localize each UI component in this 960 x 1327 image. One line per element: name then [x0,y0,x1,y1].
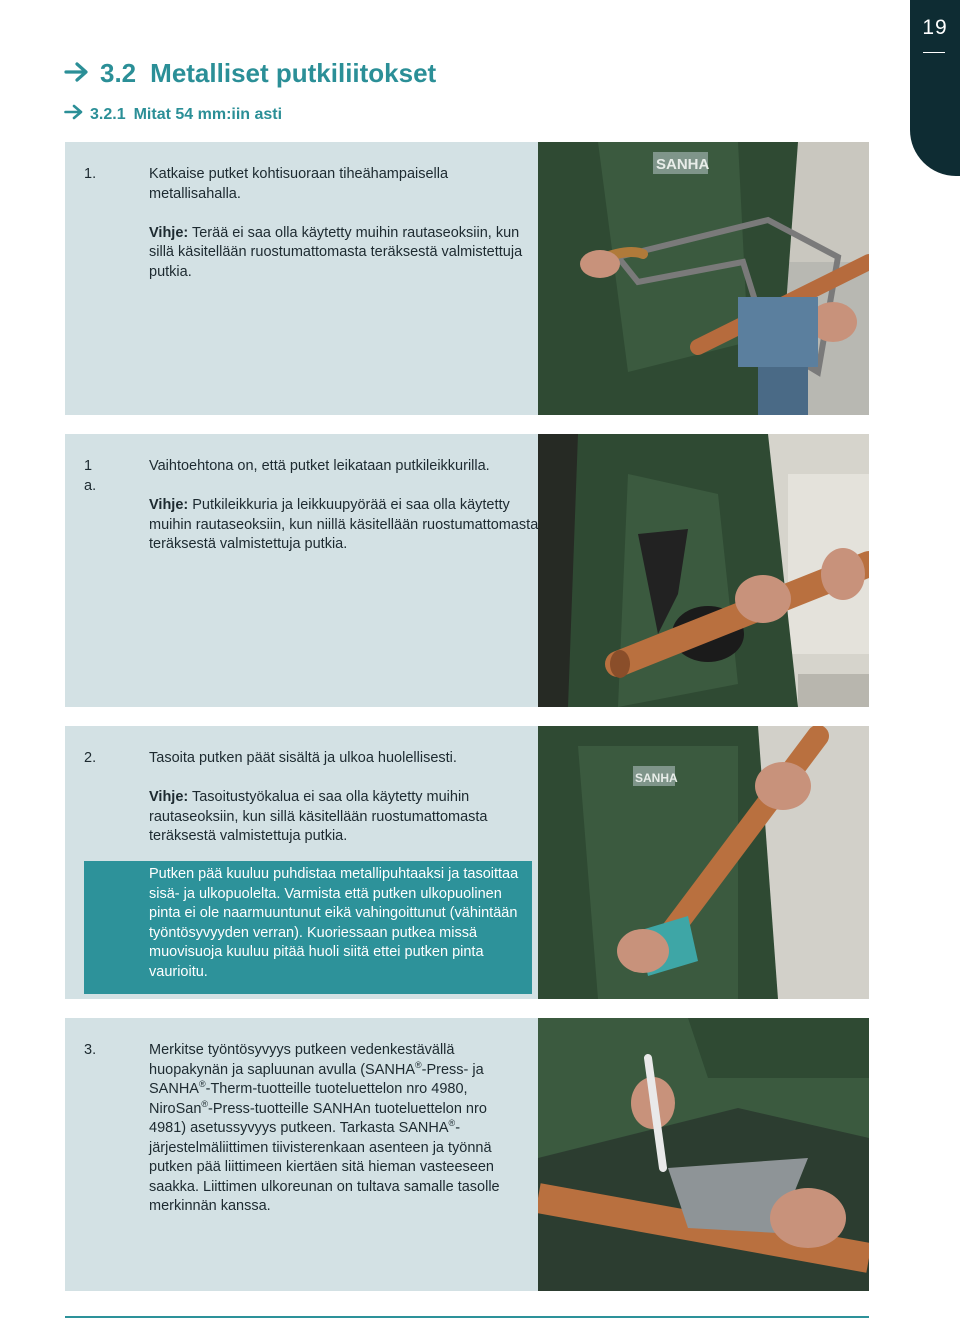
photo-marking-depth [538,1018,869,1291]
step-1-panel [65,142,869,415]
step-1a-panel [65,434,869,707]
tip-text: Terää ei saa olla käytetty muihin rautaseoksiin, kun sillä käsitellään ruostumattomasta teräksestä valmistettuja putkia. [149,224,523,280]
cleaning-note: Putken pää kuuluu puhdistaa metallipuhtaaksi ja tasoittaa sisä- ja ulkopuolelta. Varmista että putken ulkopuolinen pinta ei ole naarmuuntunut eikä vahingoittunut (vähintään työntösyvyyden verran). Kuoriessaan putkea missä muovisuoja kuuluu pitää huoli siitä ettei putken pinta vaurioitu. [84,861,532,994]
arrow-right-icon [64,104,84,125]
step-3-panel [65,1018,869,1291]
step-text: Tasoita putken päät sisältä ja ulkoa huolellisesti. [149,750,457,766]
photo-deburring [538,726,869,999]
tip-text: Putkileikkuria ja leikkuupyörää ei saa olla käytetty muihin rautaseoksiin, kun niillä käsitellään ruostumattomasta teräksestä valmistettuja putkia. [149,497,539,552]
section-number: 3.2 [100,58,137,88]
photo-pipe-cutter [538,434,869,707]
subsection-title: Mitat 54 mm:iin asti [133,105,283,123]
tip-label: Vihje: [149,497,189,513]
step-text: Katkaise putket kohtisuoraan tiheähampaisella metallisahalla. [149,166,449,202]
subsection-number: 3.2.1 [90,105,126,123]
page-number: 19 [922,16,948,39]
photo-label: SANHA [656,156,710,173]
step-2-panel [65,726,869,999]
bottom-rule [65,1316,869,1318]
subsection-heading [64,104,282,125]
photo-label: SANHA [635,771,678,785]
step-text: Merkitse työntösyvyys putkeen vedenkestävällä huopakynän ja sapluunan avulla (SANHA®-Press- ja SANHA®-Therm-tuotteille tuoteluettelon nro 4980, NiroSan®-Press-tuotteille SANHAn tuoteluettelon nro 4981) asetussyvyys putkeen. Tarkasta SANHA®-järjestelmäliittimen tiivisterenkaan asenteen ja työnnä putken pää liittimeen kiertäen sitä hieman vasteeseen saakka. Liittimen ulkoreunan on tultava samalle tasolle merkinnän kanssa. [149,1042,500,1214]
step-text: Vaihtoehtona on, että putket leikataan putkileikkurilla. [149,458,490,474]
tip-label: Vihje: [149,789,189,805]
tip-label: Vihje: [149,224,189,241]
page-number-rule [923,52,945,53]
section-title: Metalliset putkiliitokset [150,58,437,88]
page-number-tab [910,0,960,176]
photo-hacksaw-cutting [538,142,869,415]
step-number: 2. [84,750,97,766]
arrow-right-icon [64,58,90,89]
section-heading [64,58,436,89]
tip-text: Tasoitustyökalua ei saa olla käytetty muihin rautaseoksiin, kun sillä käsitellään ruostumattomasta teräksestä valmistettuja putkia. [149,789,488,844]
step-number: 1. [84,166,97,182]
step-number: 1 a. [84,458,97,494]
step-number: 3. [84,1042,97,1058]
